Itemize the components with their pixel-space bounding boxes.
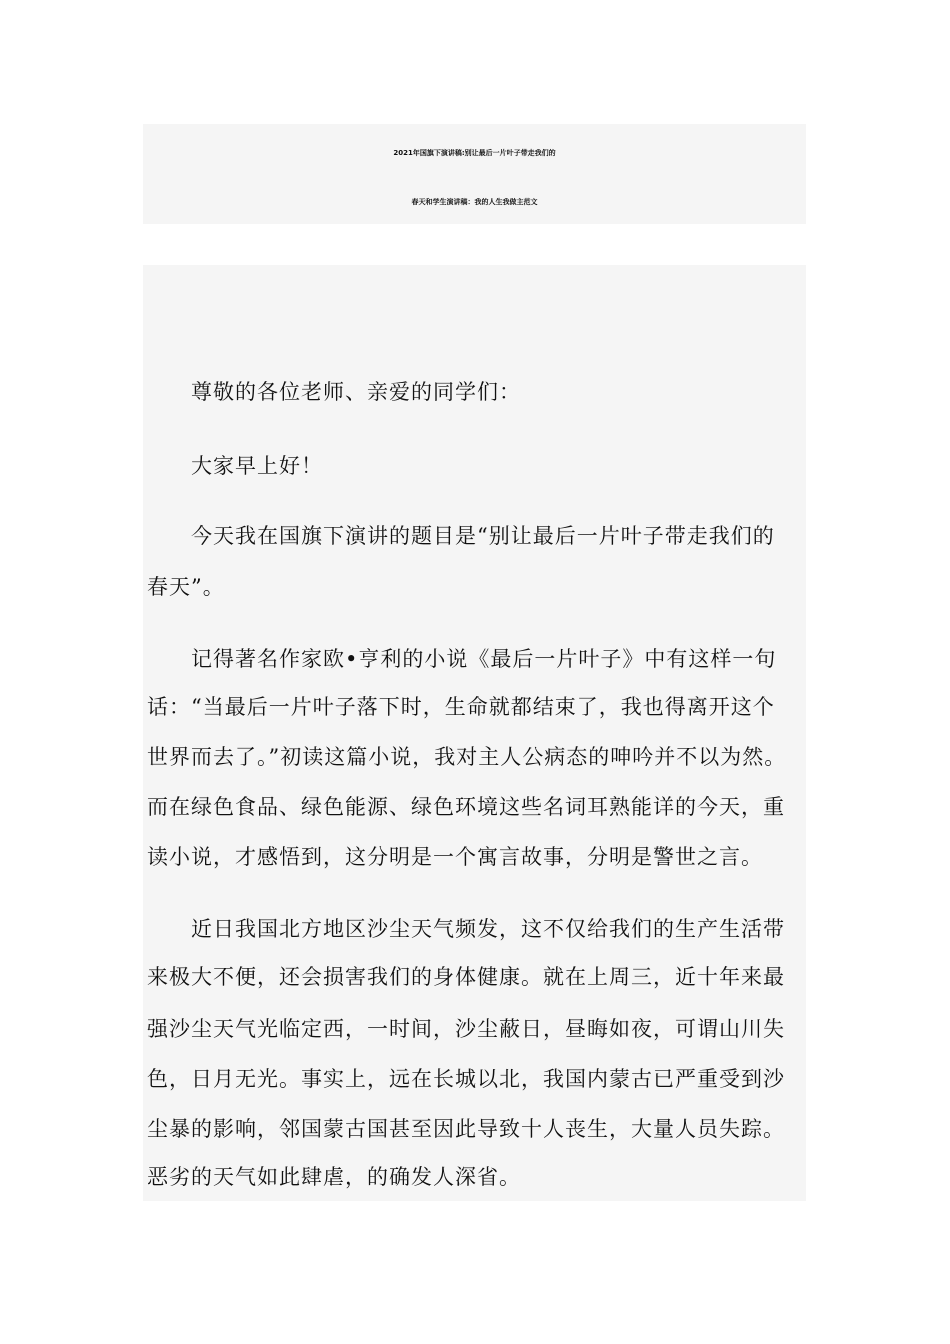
paragraph-line: 来极大不便，还会损害我们的身体健康。就在上周三，近十年来最 — [147, 965, 785, 989]
greeting-line: 大家早上好！ — [191, 454, 323, 478]
paragraph-line: 读小说，才感悟到，这分明是一个寓言故事，分明是警世之言。 — [147, 845, 763, 869]
paragraph-line: 今天我在国旗下演讲的题目是“别让最后一片叶子带走我们的 — [191, 524, 775, 548]
paragraph-line: 近日我国北方地区沙尘天气频发，这不仅给我们的生产生活带 — [191, 917, 785, 941]
paragraph-line: 世界而去了。”初读这篇小说，我对主人公病态的呻吟并不以为然。 — [147, 745, 787, 769]
document-title-line-1: 2021年国旗下演讲稿:别让最后一片叶子带走我们的 — [393, 149, 556, 157]
paragraph-line: 春天”。 — [147, 575, 225, 599]
paragraph-line: 色，日月无光。事实上，远在长城以北，我国内蒙古已严重受到沙 — [147, 1067, 785, 1091]
article-subtitle — [143, 307, 806, 333]
document-title-block — [143, 124, 806, 224]
document-title-line-2: 春天和学生演讲稿：我的人生我做主范文 — [411, 198, 538, 206]
paragraph-line: 尘暴的影响，邻国蒙古国甚至因此导致十人丧生，大量人员失踪。 — [147, 1117, 785, 1141]
paragraph-line: 而在绿色食品、绿色能源、绿色环境这些名词耳熟能详的今天，重 — [147, 795, 785, 819]
paragraph-line: 话：“当最后一片叶子落下时，生命就都结束了，我也得离开这个 — [147, 695, 775, 719]
paragraph-line: 恶劣的天气如此肆虐，的确发人深省。 — [147, 1165, 521, 1189]
paragraph-line: 强沙尘天气光临定西，一时间，沙尘蔽日，昼晦如夜，可谓山川失 — [147, 1017, 785, 1041]
article-body — [143, 265, 806, 1201]
paragraph-line: 记得著名作家欧•亨利的小说《最后一片叶子》中有这样一句 — [191, 647, 777, 671]
salutation-line: 尊敬的各位老师、亲爱的同学们： — [191, 380, 521, 404]
